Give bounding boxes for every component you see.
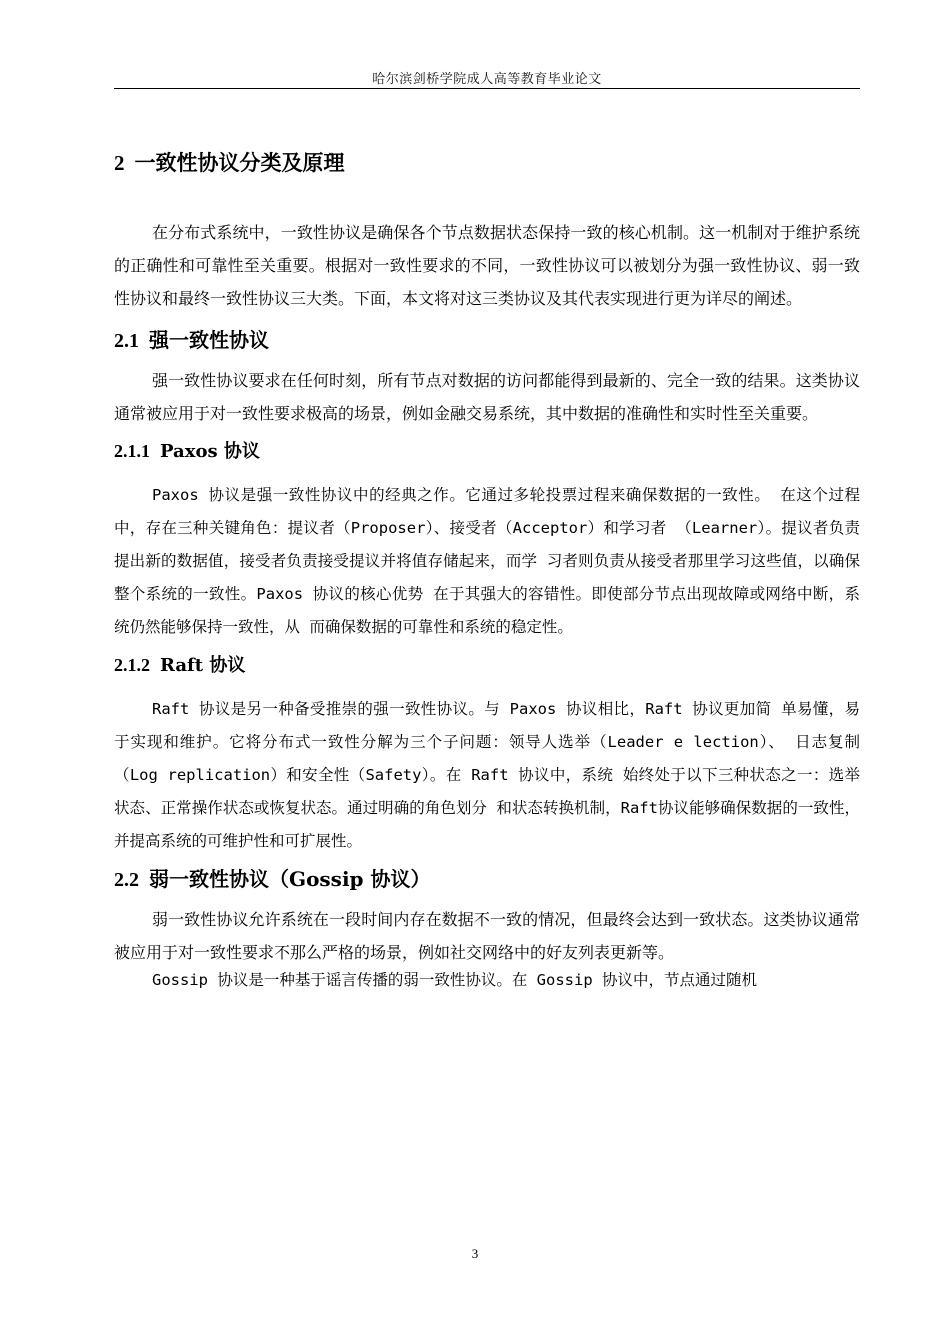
section-2-2-title: 弱一致性协议（Gossip 协议） [149,867,431,891]
section-2-1-title: 强一致性协议 [149,328,269,352]
running-header: 哈尔滨剑桥学院成人高等教育毕业论文 [372,72,602,87]
section-2-1-heading [114,323,860,358]
gossip-paragraph: Gossip 协议是一种基于谣言传播的弱一致性协议。在 Gossip 协议中，节点通过随机 [152,971,757,989]
section-2-1-2-heading [114,648,860,683]
header-rule [114,88,860,89]
intro-paragraph: 在分布式系统中，一致性协议是确保各个节点数据状态保持一致的核心机制。这一机制对于维护系统的正确性和可靠性至关重要。根据对一致性要求的不同，一致性协议可以被划分为强一致性协议、弱一致性协议和最终一致性协议三大类。下面，本文将对这三类协议及其代表实现进行更为详尽的阐述。 [114,223,860,308]
chapter-heading [114,140,860,186]
section-2-1-number: 2.1 [114,330,139,352]
section-2-1-2-number: 2.1.2 [114,655,150,675]
section-2-2-paragraph: 弱一致性协议允许系统在一段时间内存在数据不一致的情况，但最终会达到一致状态。这类协议通常被应用于对一致性要求不那么严格的场景，例如社交网络中的好友列表更新等。 [114,910,860,962]
section-2-1-2-paragraph: Raft 协议是另一种备受推崇的强一致性协议。与 Paxos 协议相比，Raft 协议更加简 单易懂，易于实现和维护。它将分布式一致性分解为三个子问题：领导人选举（Leader e lection）、 日志复制（Log replication）和安全性（Safety）。在 Raft 协议中，系统 始终处于以下三种状态之一：选举状态、正常操作状态或恢复状态。通过明确的角色划分 和状态转换机制，Raft协议能够确保数据的一致性，并提高系统的可维护性和可扩展性。 [114,700,860,850]
section-2-1-1-heading [114,434,860,469]
section-2-1-1-paragraph: Paxos 协议是强一致性协议中的经典之作。它通过多轮投票过程来确保数据的一致性。 在这个过程中，存在三种关键角色：提议者（Proposer）、接受者（Acceptor）和学习者 （Learner）。提议者负责提出新的数据值，接受者负责接受提议并将值存储起来，而学 习者则负责从接受者那里学习这些值，以确保整个系统的一致性。Paxos 协议的核心优势 在于其强大的容错性。即使部分节点出现故障或网络中断，系统仍然能够保持一致性，从 而确保数据的可靠性和系统的稳定性。 [114,486,860,636]
section-2-1-2-title: Raft 协议 [160,655,246,676]
main-content [114,140,860,991]
section-2-2-heading [114,862,860,897]
chapter-number: 2 [114,151,125,175]
chapter-title: 一致性协议分类及原理 [134,150,345,175]
section-2-1-paragraph: 强一致性协议要求在任何时刻，所有节点对数据的访问都能得到最新的、完全一致的结果。这类协议通常被应用于对一致性要求极高的场景，例如金融交易系统，其中数据的准确性和实时性至关重要。 [114,371,860,423]
page-number: 3 [471,1246,479,1261]
section-2-1-1-title: Paxos 协议 [160,441,260,462]
section-2-2-number: 2.2 [114,869,139,891]
section-2-1-1-number: 2.1.1 [114,441,150,461]
